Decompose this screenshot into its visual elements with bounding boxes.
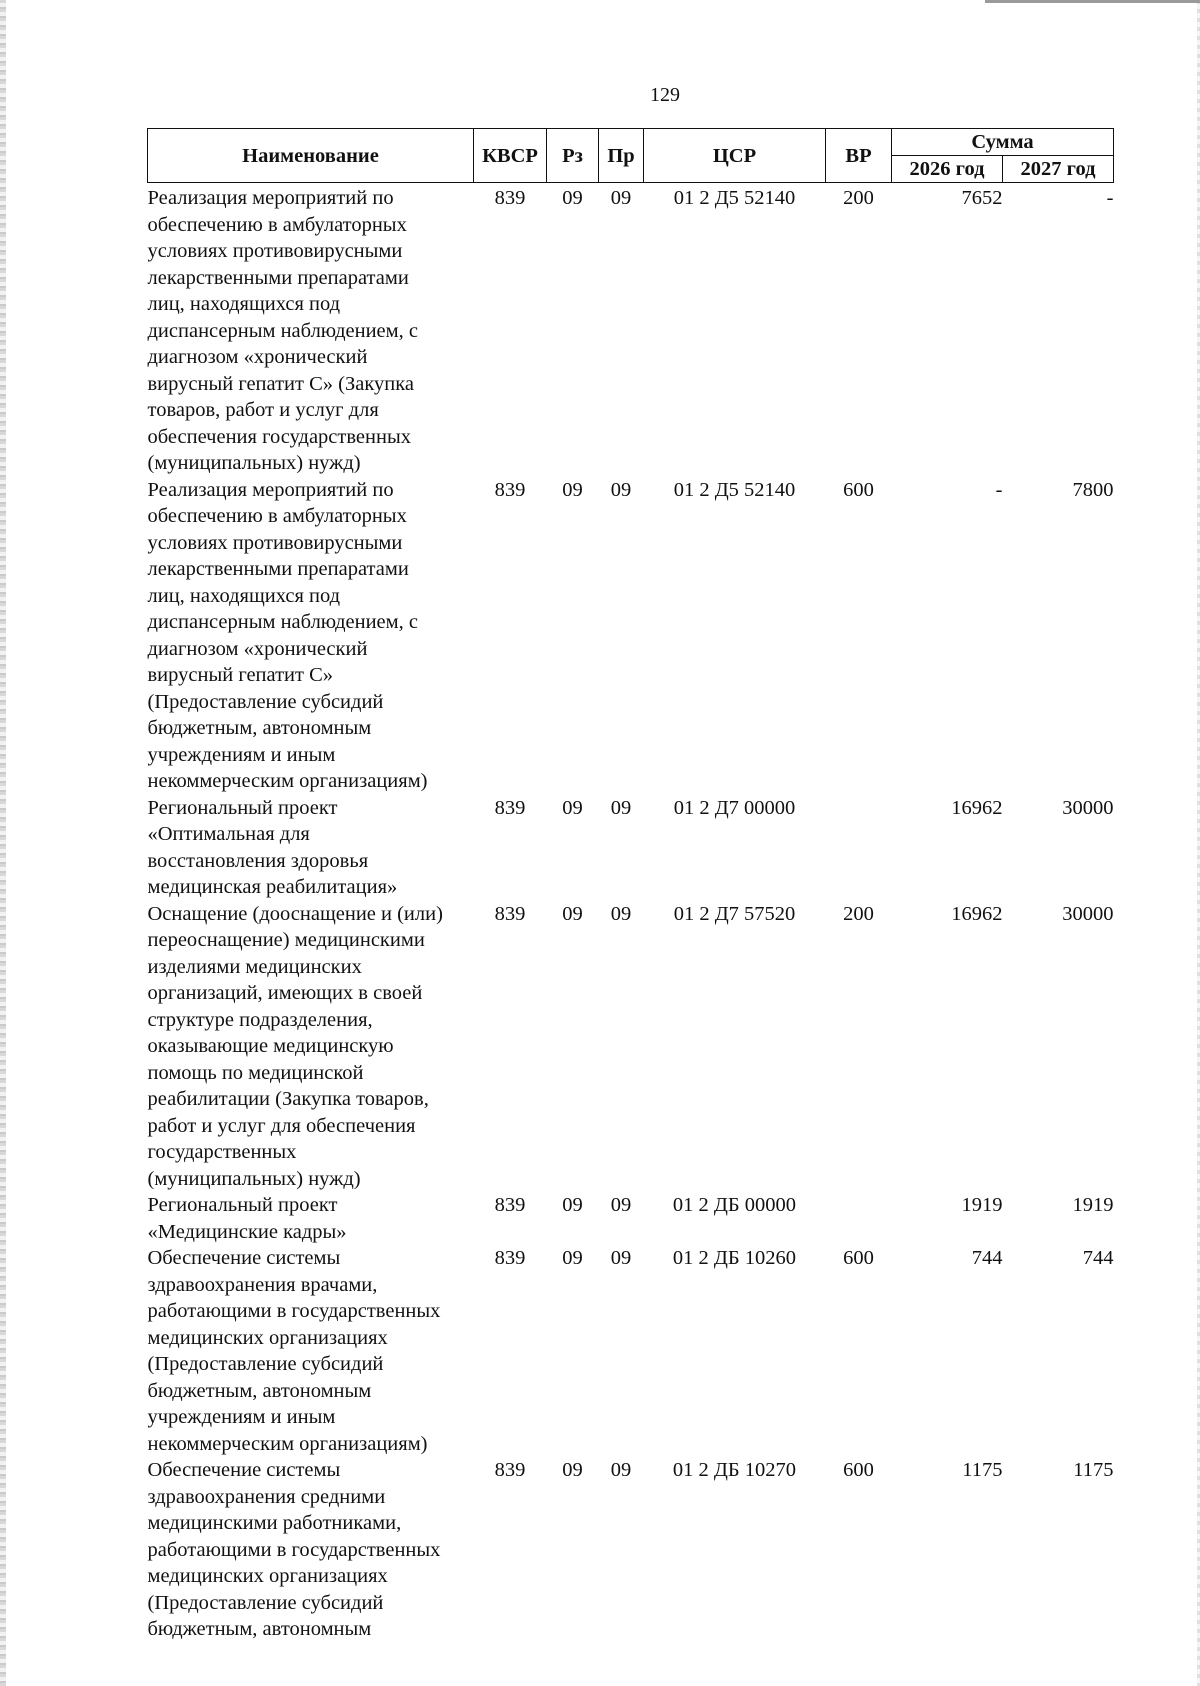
cell-rz: 09: [562, 1247, 583, 1269]
name-line: (Предоставление субсидий: [147, 1591, 384, 1614]
name-line: изделиями медицинских: [147, 955, 362, 978]
name-line: медицинская реабилитация»: [147, 876, 398, 898]
table-row: [148, 477, 1114, 795]
name-line: (Предоставление субсидий: [147, 690, 384, 713]
header-csr: ЦСР: [644, 129, 826, 183]
name-line: некоммерческим организациям): [147, 1432, 428, 1455]
cell-pr: 09: [610, 187, 632, 209]
cell-rz: 09: [562, 478, 583, 501]
name-line: медицинскими работниками,: [147, 1512, 402, 1534]
cell-pr: 09: [610, 796, 632, 819]
header-sum: Сумма: [892, 129, 1114, 156]
name-line: медицинских организациях: [147, 1565, 388, 1587]
cell-vr: 200: [843, 902, 874, 925]
row-name: [148, 901, 474, 1193]
name-line: работающими в государственных: [147, 1538, 441, 1561]
name-line: лиц, находящихся под: [147, 293, 341, 315]
cell-vr: 600: [843, 1459, 874, 1481]
name-line: помощь по медицинской: [147, 1061, 364, 1084]
name-line: вирусный гепатит С»: [147, 664, 334, 686]
name-line: Реализация мероприятий по: [147, 187, 394, 209]
name-line: медицинских организациях: [147, 1326, 388, 1349]
name-line: лекарственными препаратами: [147, 266, 409, 289]
cell-csr: 01 2 ДБ 10270: [672, 1459, 797, 1481]
name-line: вирусный гепатит С» (Закупка: [147, 372, 414, 395]
cell-kvsr: 839: [494, 1247, 526, 1269]
cell-2026: 16962: [951, 796, 1003, 819]
name-line: обеспечения государственных: [147, 425, 411, 448]
cell-pr: 09: [610, 1247, 632, 1269]
name-line: некоммерческим организациям): [147, 770, 428, 792]
table-row: [148, 901, 1114, 1193]
name-line: (муниципальных) нужд): [147, 1167, 361, 1190]
name-line: диспансерным наблюдением, с: [147, 319, 418, 342]
cell-vr: 600: [843, 1247, 874, 1269]
name-line: условиях противовирусными: [147, 240, 403, 262]
cell-vr: [826, 795, 892, 901]
cell-2027: 1175: [1073, 1459, 1114, 1481]
cell-csr: 01 2 Д7 57520: [673, 902, 796, 925]
cell-2026: 1919: [961, 1194, 1003, 1216]
cell-kvsr: 839: [494, 478, 526, 501]
name-line: диспансерным наблюдением, с: [147, 611, 418, 633]
name-line: «Медицинские кадры»: [147, 1220, 347, 1243]
name-line: государственных: [147, 1141, 297, 1163]
cell-2027: 7800: [1072, 478, 1114, 501]
budget-table: [147, 128, 1114, 1643]
cell-kvsr: 839: [494, 1194, 526, 1216]
name-line: лекарственными препаратами: [147, 558, 409, 580]
cell-rz: 09: [562, 187, 583, 209]
name-line: лиц, находящихся под: [147, 584, 341, 607]
name-line: переоснащение) медицинскими: [147, 929, 425, 951]
name-line: Обеспечение системы: [147, 1459, 341, 1481]
name-line: (Предоставление субсидий: [147, 1353, 384, 1375]
table-row: [148, 1457, 1114, 1643]
name-line: условиях противовирусными: [147, 531, 403, 554]
cell-rz: 09: [562, 902, 583, 925]
cell-csr: 01 2 Д5 52140: [673, 478, 796, 501]
name-line: обеспечению в амбулаторных: [147, 505, 407, 527]
cell-vr: 600: [843, 478, 874, 501]
name-line: организаций, имеющих в своей: [147, 982, 423, 1004]
table-body: [148, 183, 1114, 1643]
name-line: оказывающие медицинскую: [147, 1035, 394, 1057]
cell-pr: 09: [610, 478, 632, 501]
name-line: работающими в государственных: [147, 1300, 441, 1322]
name-line: Региональный проект: [147, 796, 338, 819]
header-year-2027: 2027 год: [1003, 156, 1114, 183]
table-row: [148, 795, 1114, 901]
cell-rz: 09: [562, 796, 583, 819]
name-line: здравоохранения средними: [147, 1485, 386, 1508]
row-name: [148, 1245, 474, 1457]
name-line: здравоохранения врачами,: [147, 1273, 378, 1296]
row-name: [148, 183, 474, 477]
name-line: бюджетным, автономным: [147, 717, 372, 739]
table-row: [148, 183, 1114, 477]
cell-csr: 01 2 ДБ 10260: [672, 1247, 797, 1269]
table-row: [148, 1245, 1114, 1457]
name-line: диагнозом «хронический: [147, 346, 368, 368]
table-row: [148, 1192, 1114, 1245]
name-line: обеспечению в амбулаторных: [147, 213, 407, 236]
cell-kvsr: 839: [494, 1459, 526, 1481]
cell-kvsr: 839: [494, 796, 526, 819]
cell-rz: 09: [562, 1459, 583, 1481]
name-line: диагнозом «хронический: [147, 637, 368, 660]
cell-pr: 09: [610, 1194, 632, 1216]
cell-kvsr: 839: [494, 902, 526, 925]
cell-2026: 1175: [962, 1459, 1003, 1481]
name-line: учреждениям и иным: [147, 743, 336, 766]
row-name: [148, 1457, 474, 1643]
cell-csr: 01 2 ДБ 00000: [672, 1194, 797, 1216]
header-pr: Пр: [599, 129, 644, 183]
cell-2027: -: [1106, 187, 1114, 209]
cell-vr: [826, 1192, 892, 1245]
cell-2027: 30000: [1062, 796, 1114, 819]
cell-2026: 744: [971, 1247, 1003, 1269]
name-line: бюджетным, автономным: [147, 1379, 372, 1402]
header-vr: ВР: [826, 129, 892, 183]
name-line: структуре подразделения,: [147, 1008, 373, 1031]
cell-pr: 09: [610, 1459, 632, 1481]
cell-2027: 744: [1082, 1247, 1114, 1269]
row-name: [148, 1192, 474, 1245]
cell-csr: 01 2 Д7 00000: [673, 796, 796, 819]
name-line: Обеспечение системы: [147, 1247, 341, 1269]
scan-edge-top: [985, 0, 1200, 3]
name-line: «Оптимальная для: [147, 823, 310, 845]
cell-2027: 1919: [1072, 1194, 1114, 1216]
name-line: Реализация мероприятий по: [147, 478, 394, 501]
name-line: реабилитации (Закупка товаров,: [147, 1088, 429, 1110]
name-line: Региональный проект: [147, 1194, 338, 1216]
cell-2026: 7652: [961, 187, 1003, 209]
cell-2027: 30000: [1062, 902, 1114, 925]
name-line: товаров, работ и услуг для: [147, 399, 379, 421]
cell-pr: 09: [610, 902, 632, 925]
header-name: Наименование: [148, 129, 474, 183]
cell-vr: 200: [843, 187, 874, 209]
cell-2026: -: [995, 478, 1003, 501]
cell-kvsr: 839: [494, 187, 526, 209]
page-number: 129: [650, 84, 680, 106]
row-name: [148, 795, 474, 901]
name-line: Оснащение (дооснащение и (или): [147, 902, 443, 925]
header-year-2026: 2026 год: [892, 156, 1003, 183]
name-line: работ и услуг для обеспечения: [147, 1114, 416, 1137]
header-rz: Рз: [547, 129, 599, 183]
name-line: (муниципальных) нужд): [147, 452, 361, 474]
name-line: учреждениям и иным: [147, 1406, 336, 1428]
cell-rz: 09: [562, 1194, 583, 1216]
name-line: восстановления здоровья: [147, 849, 369, 872]
scan-edge-left: [0, 0, 6, 1686]
name-line: бюджетным, автономным: [147, 1618, 372, 1640]
row-name: [148, 477, 474, 795]
cell-2026: 16962: [951, 902, 1003, 925]
cell-csr: 01 2 Д5 52140: [673, 187, 796, 209]
header-kvsr: КВСР: [474, 129, 547, 183]
